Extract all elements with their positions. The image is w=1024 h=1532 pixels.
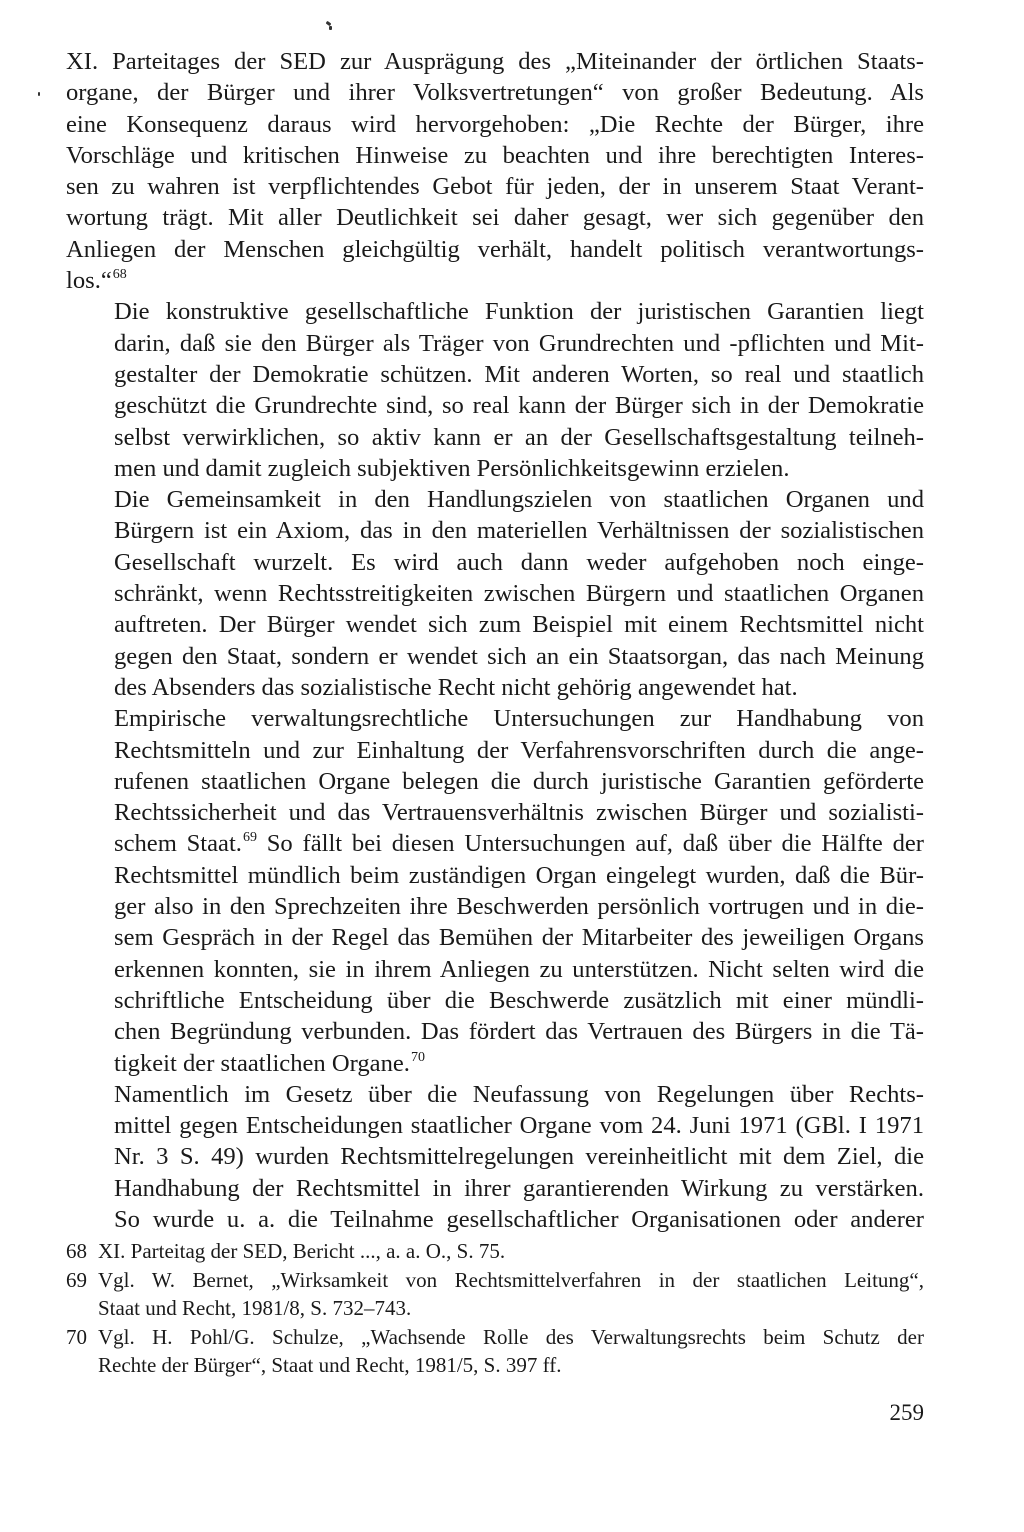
text-line: Rechtssicherheit und das Vertrauensverhältnis zwischen Bürger und sozialisti- [114, 799, 924, 827]
text-line: Bürgern ist ein Axiom, das in den materiellen Verhältnissen der sozialistischen [114, 517, 924, 545]
footnote-reference[interactable]: 70 [410, 1049, 425, 1065]
text-line: Nr. 3 S. 49) wurden Rechtsmittelregelungen vereinheitlicht mit dem Ziel, die [114, 1143, 924, 1171]
text-line: erkennen konnten, sie in ihrem Anliegen zu unterstützen. Nicht selten wird die [114, 955, 924, 983]
text-line: Gesellschaft wurzelt. Es wird auch dann weder aufgehoben noch einge- [114, 548, 924, 576]
text-line: Rechtsmittel mündlich beim zuständigen Organ eingelegt wurden, daß die Bür- [114, 861, 924, 889]
footnote-number: 70 [66, 1324, 87, 1349]
text-line [66, 828, 924, 859]
text-line: So wurde u. a. die Teilnahme gesellschaftlicher Organisationen oder anderer [114, 1205, 924, 1233]
text-fragment: los.“ [66, 267, 112, 295]
text-line: rufenen staatlichen Organe belegen die durch juristische Garantien geförderte [114, 767, 924, 795]
footnote-number: 69 [66, 1267, 87, 1292]
text-line: schriftliche Entscheidung über die Beschwerde zusätzlich mit einer mündli- [114, 986, 924, 1014]
text-line: mittel gegen Entscheidungen staatlicher Organe vom 24. Juni 1971 (GBl. I 1971 [114, 1112, 924, 1140]
footnote-68 [66, 1237, 924, 1266]
footnote-line: Vgl. W. Bernet, „Wirksamkeit von Rechtsmittelverfahren in der staatlichen Leitung“, [98, 1267, 924, 1292]
text-line: des Absenders das sozialistische Recht nicht gehörig angewendet hat. [114, 673, 798, 701]
text-line: gegen den Staat, sondern er wendet sich an ein Staatsorgan, das nach Meinung [114, 642, 924, 670]
text-line: sen zu wahren ist verpflichtendes Gebot für jeden, der in unserem Staat Verant- [66, 173, 924, 201]
text-line: schränkt, wenn Rechtsstreitigkeiten zwischen Bürgern und staatlichen Organen [114, 580, 924, 608]
text-line: geschützt die Grundrechte sind, so real kann der Bürger sich in der Demokratie [114, 392, 924, 420]
page-number: 259 [889, 1400, 924, 1425]
text-line: wortung trägt. Mit aller Deutlichkeit sei daher gesagt, wer sich gegenüber den [66, 204, 924, 232]
footnote-reference[interactable]: 68 [112, 267, 127, 283]
text-line: eine Konsequenz daraus wird hervorgehoben: „Die Rechte der Bürger, ihre [66, 110, 924, 138]
text-line: ger also in den Sprechzeiten ihre Beschwerden persönlich vortrugen und in die- [114, 893, 924, 921]
footnote-line: Staat und Recht, 1981/8, S. 732–743. [98, 1296, 412, 1320]
text-line: sem Gespräch in der Regel das Bemühen der Mitarbeiter des jeweiligen Organs [114, 924, 924, 952]
text-line: selbst verwirklichen, so aktiv kann er an der Gesellschaftsgestaltung teilneh- [114, 423, 924, 451]
text-line [66, 1048, 924, 1079]
footnote-70 [66, 1323, 924, 1380]
footnote-number: 68 [66, 1239, 87, 1263]
text-line: men und damit zugleich subjektiven Persönlichkeitsgewinn erzielen. [114, 454, 790, 482]
paragraph-1 [66, 46, 924, 296]
text-line: Namentlich im Gesetz über die Neufassung von Regelungen über Rechts- [114, 1080, 924, 1108]
text-line: XI. Parteitages der SED zur Ausprägung des „Miteinander der örtlichen Staats- [66, 48, 924, 75]
footnote-reference[interactable]: 69 [242, 830, 257, 846]
text-fragment: tigkeit der staatlichen Organe. [114, 1049, 410, 1077]
paragraph-3 [66, 484, 924, 703]
footnote-line: XI. Parteitag der SED, Bericht ..., a. a. O., S. 75. [98, 1239, 506, 1263]
text-line [66, 265, 924, 296]
main-text [66, 46, 924, 1235]
paragraph-4 [66, 703, 924, 1079]
text-line: auftreten. Der Bürger wendet sich zum Beispiel mit einem Rechtsmittel nicht [114, 611, 924, 639]
text-line: Handhabung der Rechtsmittel in ihrer garantierenden Wirkung zu verstärken. [114, 1174, 924, 1202]
text-fragment: schem Staat. [114, 830, 242, 858]
text-line: Die Gemeinsamkeit in den Handlungszielen von staatlichen Organen und [114, 486, 924, 514]
text-fragment: So fällt bei diesen Untersuchungen auf, daß über die Hälfte der [256, 830, 924, 858]
text-line: gestalter der Demokratie schützen. Mit anderen Worten, so real und staatlich [114, 360, 924, 388]
text-line: Vorschläge und kritischen Hinweise zu beachten und ihre berechtigten Interes- [66, 141, 924, 169]
footnote-line: Rechte der Bürger“, Staat und Recht, 1981/5, S. 397 ff. [98, 1353, 562, 1377]
paragraph-5 [66, 1079, 924, 1235]
text-line: Die konstruktive gesellschaftliche Funktion der juristischen Garantien liegt [114, 298, 924, 326]
text-line: organe, der Bürger und ihrer Volksvertretungen“ von großer Bedeutung. Als [66, 79, 924, 107]
scan-speck [38, 92, 40, 96]
footnote-69 [66, 1266, 924, 1323]
text-line: darin, daß sie den Bürger als Träger von Grundrechten und -pflichten und Mit- [114, 329, 924, 357]
text-line: chen Begründung verbunden. Das fördert das Vertrauen des Bürgers in die Tä- [114, 1018, 924, 1046]
text-line: Empirische verwaltungsrechtliche Untersuchungen zur Handhabung von [114, 705, 924, 733]
footnote-line: Vgl. H. Pohl/G. Schulze, „Wachsende Rolle des Verwaltungsrechts beim Schutz der [98, 1324, 924, 1349]
footnotes [66, 1237, 924, 1380]
text-line: Anliegen der Menschen gleichgültig verhält, handelt politisch verantwortungs- [66, 235, 924, 263]
scan-speck [329, 26, 332, 30]
paragraph-2 [66, 296, 924, 484]
text-line: Rechtsmitteln und zur Einhaltung der Verfahrensvorschriften durch die ange- [114, 736, 924, 764]
